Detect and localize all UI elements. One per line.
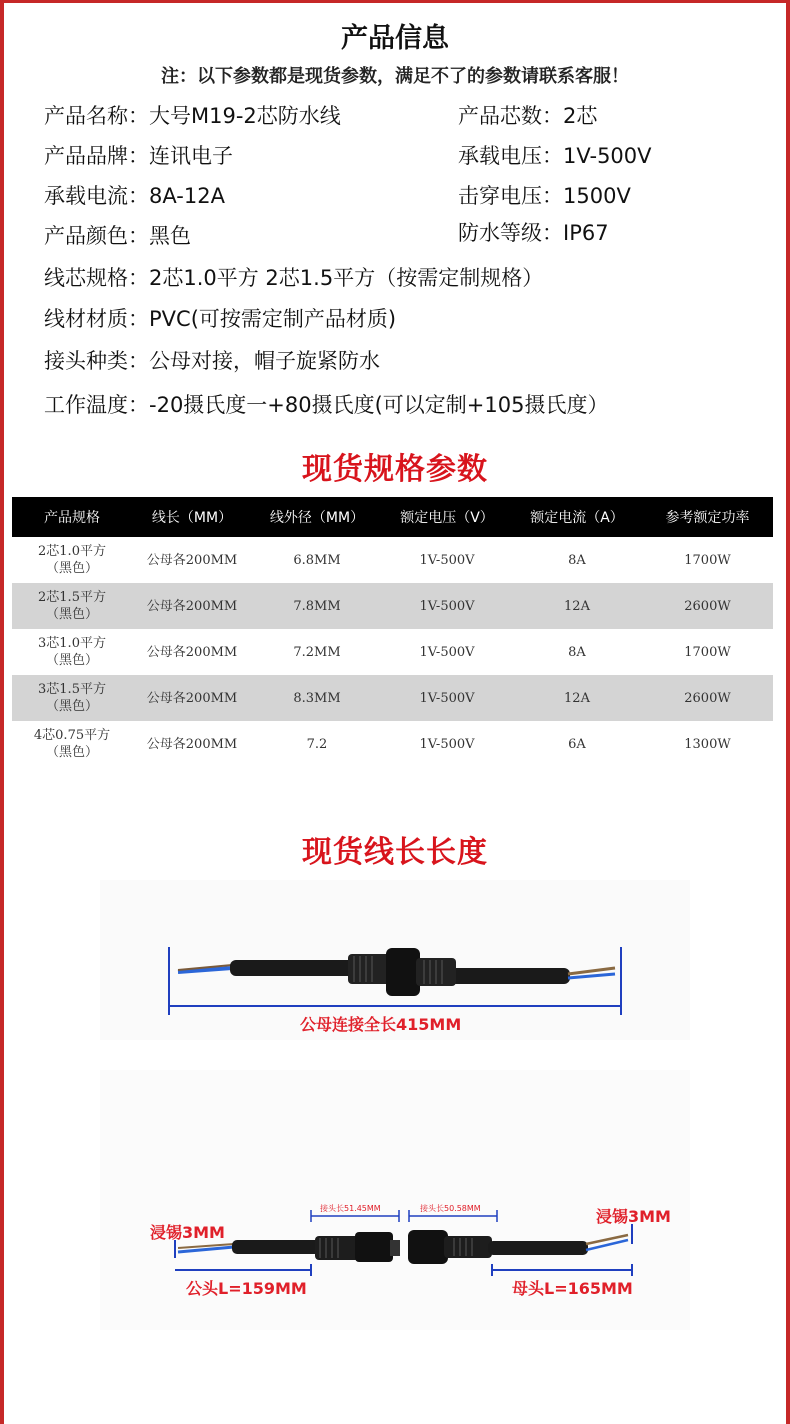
table-row bbox=[12, 629, 773, 675]
cell-voltage: 1V-500V bbox=[419, 644, 475, 660]
header-voltage: 额定电压（V） bbox=[382, 497, 512, 537]
cell-spec: 3芯1.5平方 （黑色） bbox=[12, 675, 132, 721]
spec-connector-type: 接头种类：公母对接，帽子旋紧防水 bbox=[44, 349, 380, 373]
header-power: 参考额定功率 bbox=[642, 497, 773, 537]
spec-brand: 产品品牌：连讯电子 bbox=[44, 144, 233, 168]
table-row bbox=[12, 583, 773, 629]
cell-voltage: 1V-500V bbox=[419, 552, 475, 568]
notice-text: 注：以下参数都是现货参数，满足不了的参数请联系客服！ bbox=[161, 66, 629, 87]
spec-material: 线材材质：PVC(可按需定制产品材质) bbox=[44, 307, 397, 331]
cell-diameter: 7.2 bbox=[306, 736, 328, 752]
tin-right-label: 浸锡3MM bbox=[596, 1207, 671, 1226]
cell-voltage: 1V-500V bbox=[419, 736, 475, 752]
cell-length: 公母各200MM bbox=[146, 644, 238, 660]
table-row bbox=[12, 537, 773, 583]
cell-spec: 2芯1.5平方 （黑色） bbox=[12, 583, 132, 629]
table-row bbox=[12, 675, 773, 721]
header-length: 线长（MM） bbox=[132, 497, 252, 537]
spec-wire-core: 线芯规格：2芯1.0平方 2芯1.5平方（按需定制规格） bbox=[44, 266, 544, 290]
table-row bbox=[12, 721, 773, 767]
total-length-label: 公母连接全长415MM bbox=[300, 1015, 462, 1034]
cell-length: 公母各200MM bbox=[132, 675, 252, 721]
cable-illustration-connected bbox=[160, 930, 635, 1020]
female-length-label: 母头L=165MM bbox=[512, 1279, 633, 1298]
table-section-title: 现货规格参数 bbox=[302, 452, 488, 487]
female-connector-length-label: 接头长50.58MM bbox=[420, 1204, 481, 1213]
cell-diameter: 8.3MM bbox=[252, 675, 382, 721]
spec-waterproof-rating: 防水等级：IP67 bbox=[458, 221, 609, 245]
length-section-title: 现货线长长度 bbox=[302, 835, 488, 870]
top-border bbox=[0, 0, 790, 3]
cell-current: 12A bbox=[512, 675, 642, 721]
cell-power: 2600W bbox=[642, 675, 773, 721]
tin-left-label: 浸锡3MM bbox=[150, 1223, 225, 1242]
spec-table bbox=[12, 497, 773, 767]
cell-current: 8A bbox=[568, 644, 586, 660]
table-header-row bbox=[12, 497, 773, 537]
cell-spec: 4芯0.75平方 （黑色） bbox=[33, 728, 111, 760]
page-title: 产品信息 bbox=[341, 23, 449, 54]
cell-length: 公母各200MM bbox=[146, 552, 238, 568]
cell-diameter: 7.2MM bbox=[293, 644, 341, 660]
cell-current: 12A bbox=[512, 583, 642, 629]
cell-spec: 2芯1.0平方 （黑色） bbox=[38, 544, 106, 576]
cell-diameter: 6.8MM bbox=[293, 552, 341, 568]
cell-power: 1700W bbox=[684, 552, 731, 568]
cell-diameter: 7.8MM bbox=[252, 583, 382, 629]
spec-voltage: 承载电压：1V-500V bbox=[458, 144, 652, 168]
cell-length: 公母各200MM bbox=[132, 583, 252, 629]
spec-temperature: 工作温度：-20摄氏度一+80摄氏度(可以定制+105摄氏度） bbox=[44, 393, 609, 417]
header-current: 额定电流（A） bbox=[512, 497, 642, 537]
cell-current: 8A bbox=[568, 552, 586, 568]
cell-power: 1300W bbox=[684, 736, 731, 752]
left-border bbox=[0, 0, 4, 1424]
cable-illustration-separated bbox=[170, 1210, 640, 1280]
header-spec: 产品规格 bbox=[12, 497, 132, 537]
male-length-label: 公头L=159MM bbox=[186, 1279, 307, 1298]
right-border bbox=[786, 0, 790, 1424]
cell-voltage: 1V-500V bbox=[382, 675, 512, 721]
cell-length: 公母各200MM bbox=[146, 736, 238, 752]
header-diameter: 线外径（MM） bbox=[252, 497, 382, 537]
cell-voltage: 1V-500V bbox=[382, 583, 512, 629]
cell-current: 6A bbox=[568, 736, 586, 752]
spec-current: 承载电流：8A-12A bbox=[44, 184, 225, 208]
cell-power: 2600W bbox=[642, 583, 773, 629]
cell-spec: 3芯1.0平方 （黑色） bbox=[38, 636, 106, 668]
spec-product-name: 产品名称：大号M19-2芯防水线 bbox=[44, 104, 341, 128]
cell-power: 1700W bbox=[684, 644, 731, 660]
spec-breakdown-voltage: 击穿电压：1500V bbox=[458, 184, 631, 208]
spec-color: 产品颜色：黑色 bbox=[44, 224, 191, 248]
male-connector-length-label: 接头长51.45MM bbox=[320, 1204, 381, 1213]
spec-core-count: 产品芯数：2芯 bbox=[458, 104, 598, 128]
